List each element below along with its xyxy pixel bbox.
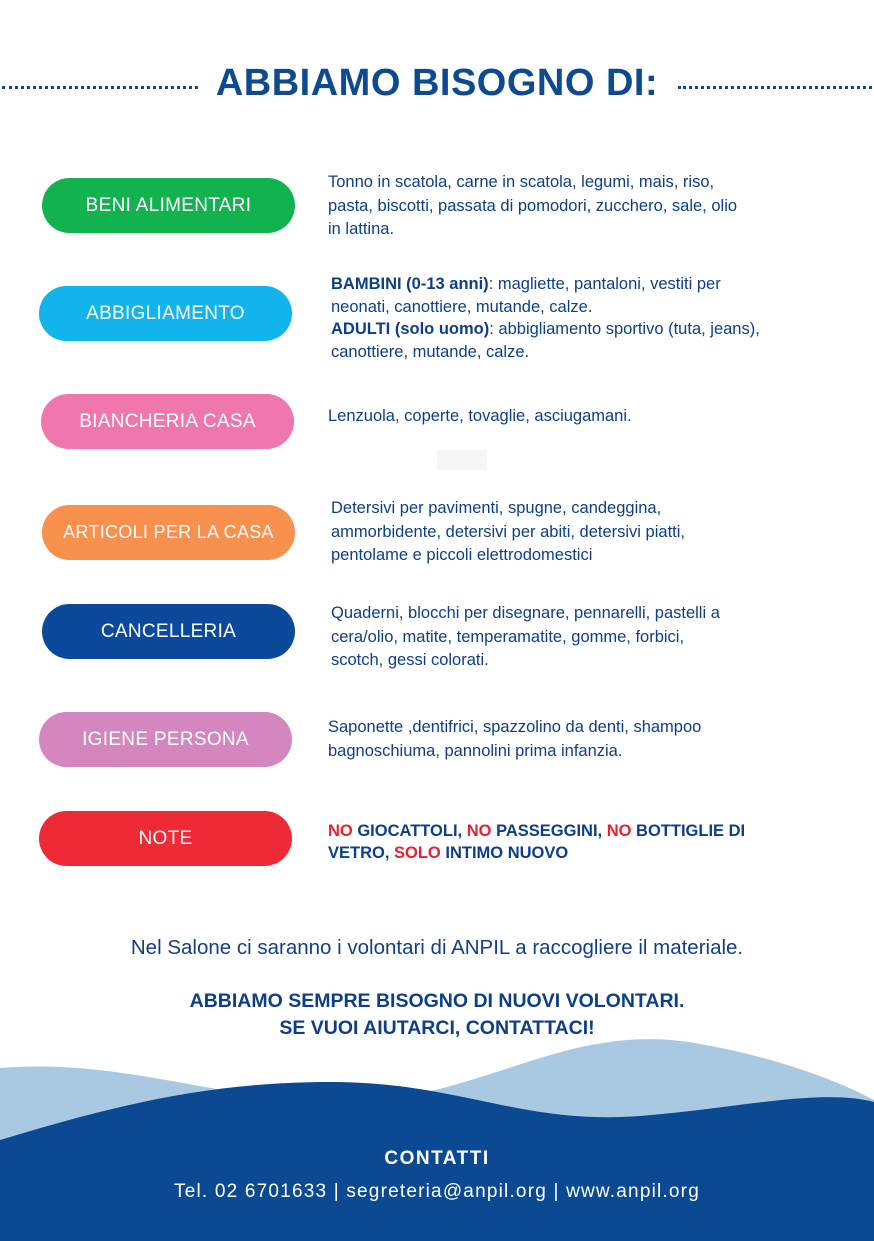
adults-text: : abbigliamento sportivo (tuta, jeans), bbox=[489, 320, 760, 338]
note-text: PASSEGGINI, bbox=[491, 822, 607, 840]
category-label: ARTICOLI PER LA CASA bbox=[63, 522, 274, 542]
category-pill-igiene-persona bbox=[39, 712, 292, 767]
desc-line: canottiere, mutande, calze. bbox=[331, 342, 530, 361]
category-desc-abbigliamento bbox=[331, 273, 851, 363]
desc-line: bagnoschiuma, pannolini prima infanzia. bbox=[328, 741, 623, 760]
dotted-divider-right bbox=[678, 86, 872, 89]
desc-line bbox=[331, 318, 851, 341]
contacts-info: Tel. 02 6701633 | segreteria@anpil.org | www.anpil.org bbox=[174, 1181, 700, 1202]
desc-line: in lattina. bbox=[328, 220, 395, 238]
desc-line bbox=[331, 273, 851, 296]
note-emphasis: SOLO bbox=[394, 843, 441, 862]
kids-heading: BAMBINI (0-13 anni) bbox=[331, 275, 489, 293]
category-desc-cancelleria bbox=[331, 602, 831, 673]
note-text: VETRO, bbox=[328, 843, 395, 862]
desc-line: ammorbidente, detersivi per abiti, detersivi piatti, bbox=[331, 522, 685, 541]
note-emphasis: NO bbox=[606, 822, 632, 840]
category-pill-note bbox=[39, 811, 292, 866]
adults-heading: ADULTI (solo uomo) bbox=[331, 320, 490, 338]
category-label: ABBIGLIAMENTO bbox=[86, 302, 245, 324]
cta-line: ABBIAMO SEMPRE BISOGNO DI NUOVI VOLONTARI. bbox=[189, 990, 685, 1012]
note-emphasis: NO bbox=[328, 822, 353, 840]
note-text: INTIMO NUOVO bbox=[440, 843, 569, 862]
note-text: GIOCATTOLI, bbox=[352, 822, 467, 840]
footer-wave bbox=[0, 1030, 874, 1241]
header bbox=[0, 62, 874, 112]
kids-text: : magliette, pantaloni, vestiti per bbox=[488, 275, 721, 293]
category-desc-biancheria-casa bbox=[328, 405, 828, 429]
contacts-title: CONTATTI bbox=[384, 1148, 490, 1169]
page-title: ABBIAMO BISOGNO DI: bbox=[215, 62, 659, 104]
desc-line: Saponette ,dentifrici, spazzolino da denti, shampoo bbox=[328, 718, 702, 736]
category-label: IGIENE PERSONA bbox=[82, 728, 249, 750]
desc-line: pasta, biscotti, passata di pomodori, zucchero, sale, olio bbox=[328, 196, 738, 215]
desc-line: neonati, canottiere, mutande, calze. bbox=[331, 297, 593, 316]
desc-line: pentolame e piccoli elettrodomestici bbox=[331, 546, 593, 564]
category-label: CANCELLERIA bbox=[100, 620, 237, 642]
note-emphasis: NO bbox=[466, 822, 492, 840]
category-desc-beni-alimentari bbox=[328, 171, 828, 242]
category-desc-note bbox=[328, 821, 828, 864]
desc-line: Tonno in scatola, carne in scatola, legumi, mais, riso, bbox=[328, 173, 715, 191]
cta-line: SE VUOI AIUTARCI, CONTATTACI! bbox=[279, 1017, 595, 1039]
category-pill-articoli-casa bbox=[42, 505, 295, 560]
desc-line: Lenzuola, coperte, tovaglie, asciugamani. bbox=[328, 407, 632, 425]
category-label: BIANCHERIA CASA bbox=[79, 410, 256, 432]
desc-line: scotch, gessi colorati. bbox=[331, 651, 489, 669]
desc-line: Detersivi per pavimenti, spugne, candeggina, bbox=[331, 499, 662, 517]
note-line bbox=[328, 821, 828, 843]
category-label: BENI ALIMENTARI bbox=[85, 194, 252, 216]
category-pill-beni-alimentari bbox=[42, 178, 295, 233]
category-label: NOTE bbox=[138, 827, 193, 849]
category-pill-cancelleria bbox=[42, 604, 295, 659]
faint-artifact bbox=[437, 450, 487, 470]
category-pill-abbigliamento bbox=[39, 286, 292, 341]
category-pill-biancheria-casa bbox=[41, 394, 294, 449]
desc-line: cera/olio, matite, temperamatite, gomme, forbici, bbox=[331, 627, 685, 646]
note-text: BOTTIGLIE DI bbox=[631, 822, 746, 840]
volunteers-text: Nel Salone ci saranno i volontari di ANPIL a raccogliere il materiale. bbox=[130, 936, 744, 959]
note-line bbox=[328, 843, 828, 865]
category-desc-igiene-persona bbox=[328, 716, 828, 763]
category-desc-articoli-casa bbox=[331, 497, 831, 568]
desc-line: Quaderni, blocchi per disegnare, pennarelli, pastelli a bbox=[331, 604, 720, 622]
